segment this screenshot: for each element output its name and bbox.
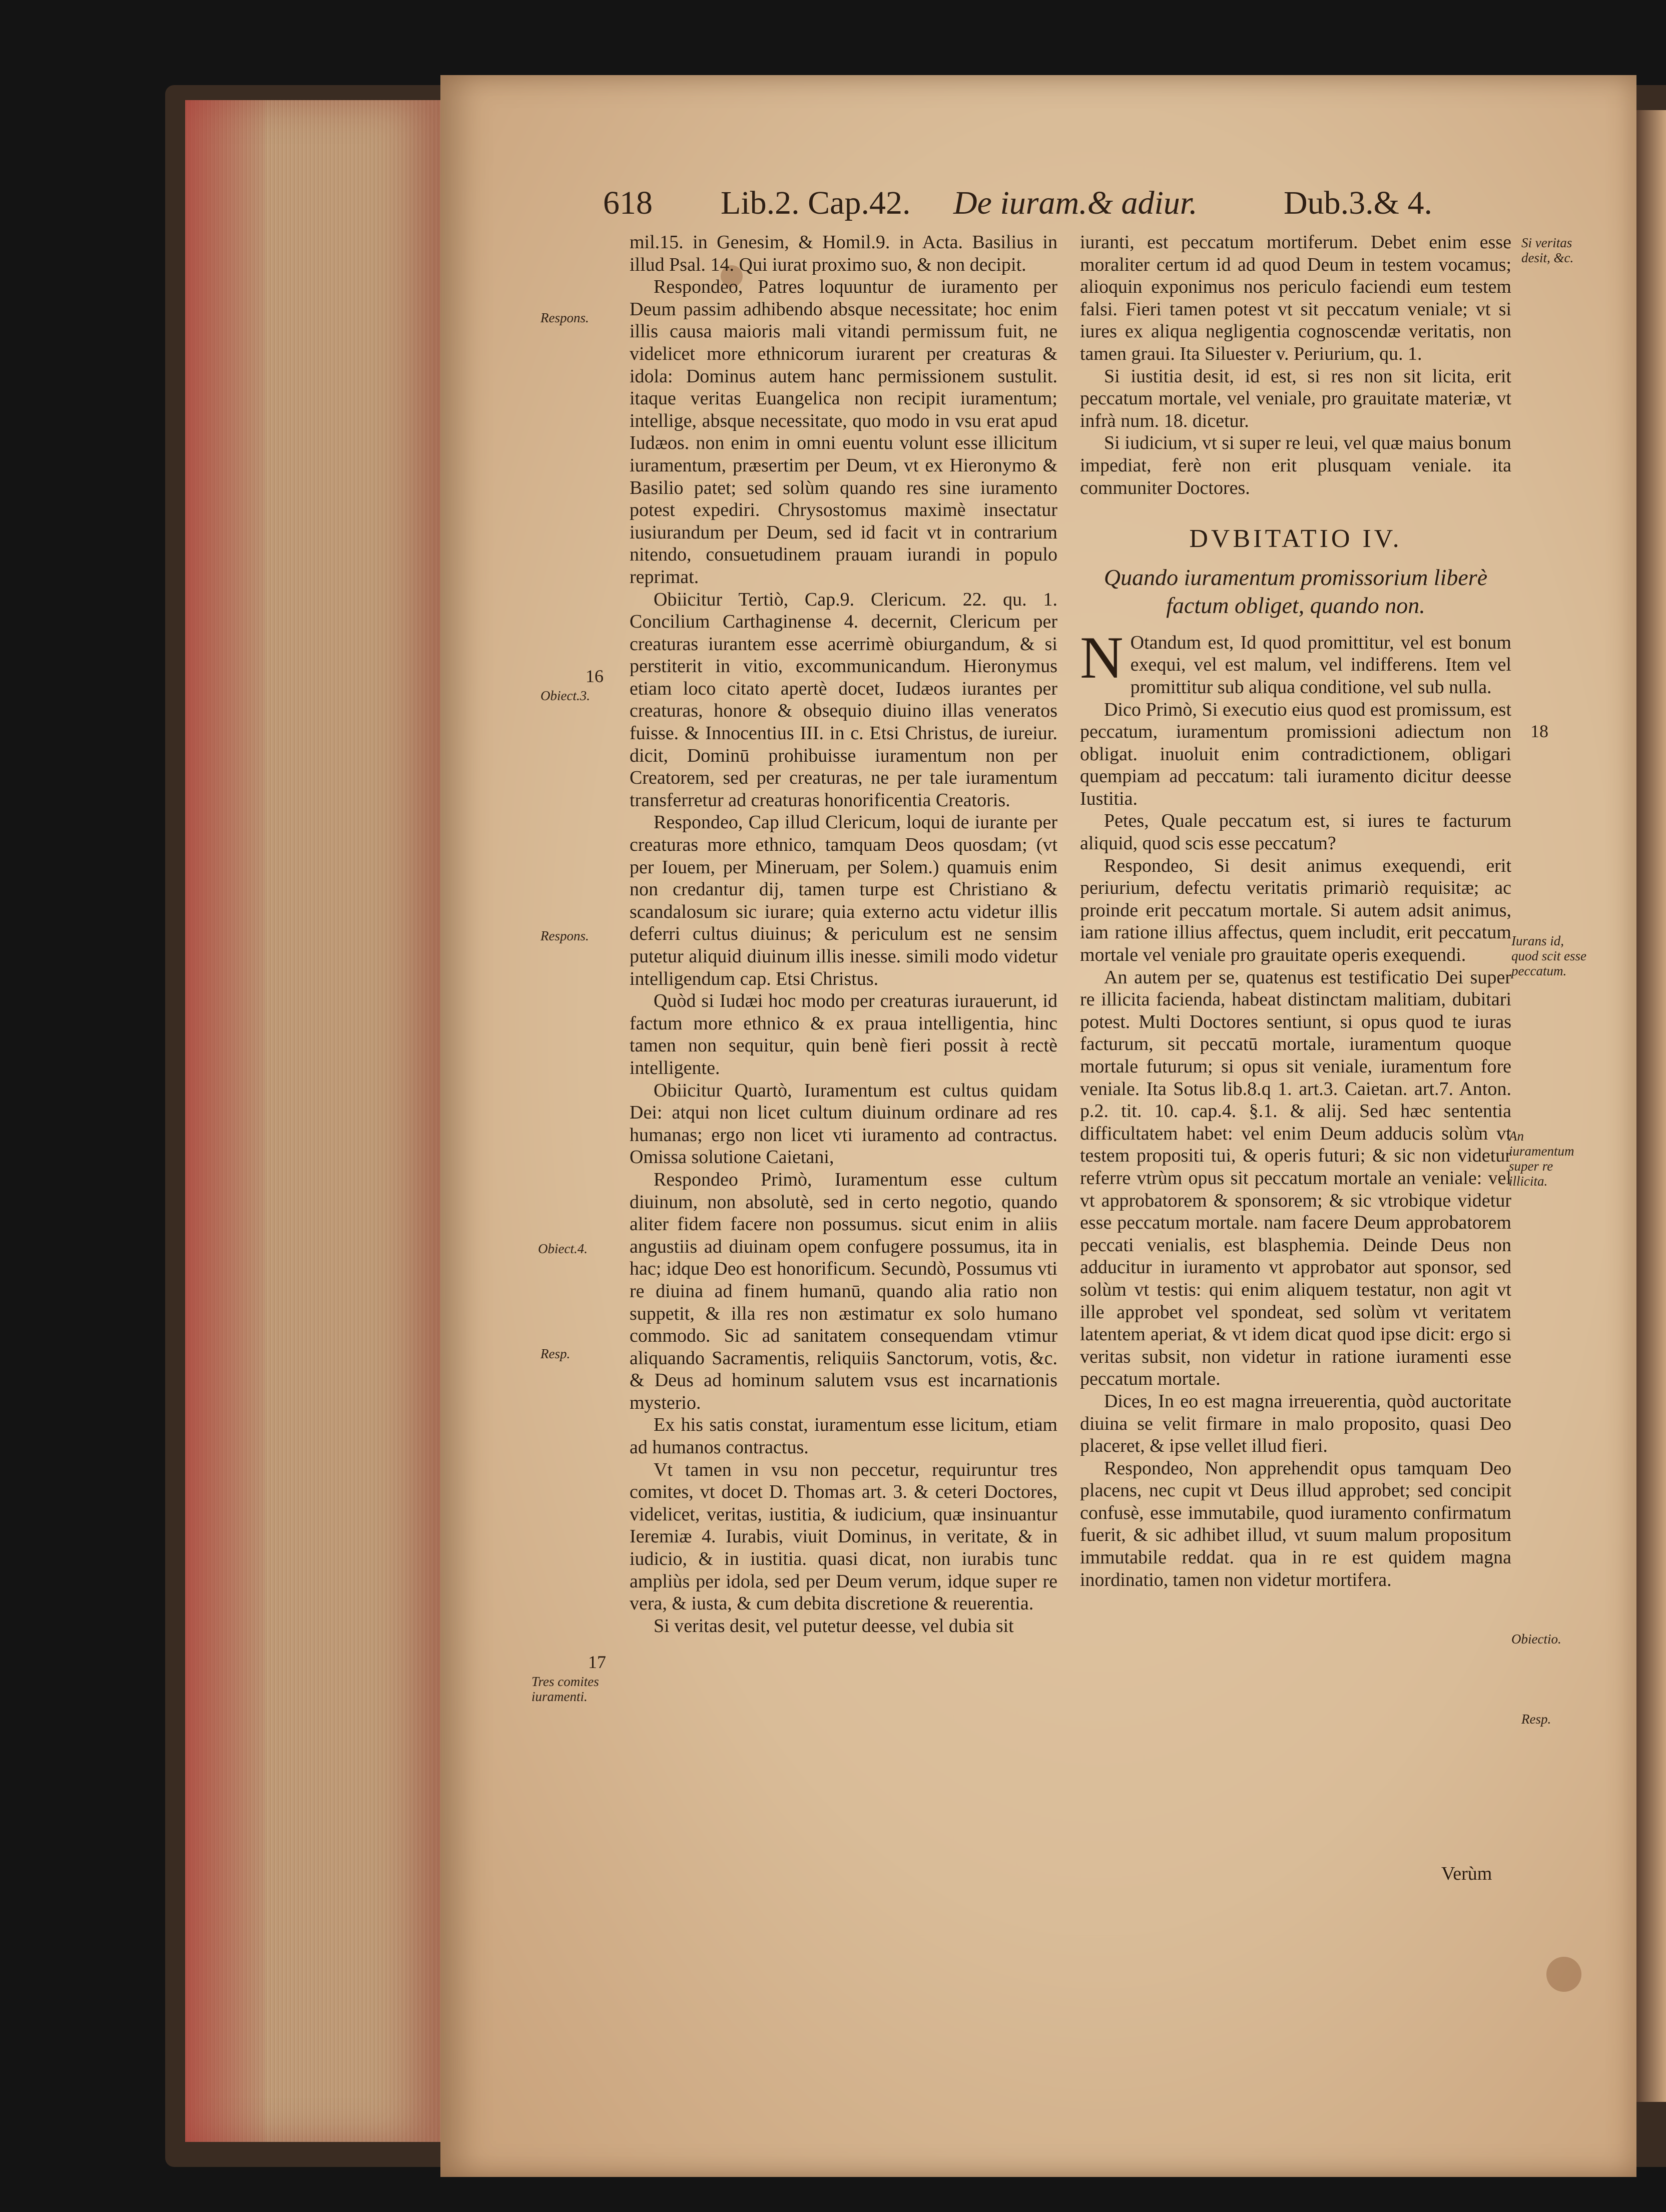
section-label: Dub.3.& 4. [1284,185,1432,221]
margin-number: 17 [588,1652,606,1672]
paragraph: Petes, Quale peccatum est, si iures te facturum aliquid, quod scis esse peccatum? [1080,810,1511,854]
paragraph: Dices, In eo est magna irreuerentia, quòd auctoritate diuina se velit firmare in malo proposito, quasi Deo placeret, & ipse vellet illud fieri. [1080,1390,1511,1457]
book-chapter: Lib.2. Cap.42. [721,185,911,221]
paragraph: iuranti, est peccatum mortiferum. Debet enim esse moraliter certum id ad quod Deum in testem vocamus; alioquin exponimus nos periculo faciendi eum testem falsi. Fieri tamen potest vt sit peccatum veniale; vt si iures ex aliqua negligentia cognoscendæ veritatis, non tamen graui. Ita Siluester v. Periurium, qu. 1. [1080,232,1511,364]
section-heading: DVBITATIO IV. [1189,524,1402,554]
paragraph: Quòd si Iudæi hoc modo per creaturas iurauerunt, id factum more ethnico & ex praua intelligentia, hinc tamen non sequitur, quin benè fieri possit à rectè intelligente. [630,990,1057,1078]
paragraph: Respondeo, Cap illud Clericum, loqui de iurante per creaturas more ethnico, tamquam Deos quosdam; (vt per Iouem, per Mineruam, per Solem.) quamuis enim non credantur dij, tamen turpe est Christiano & scandalosum sic iurare; quia externo actu videtur illis deferri cultus diuinus; & periculum est ne sensim putetur aliquid diuinum illis inesse. simili modo videtur intelligendum cap. Etsi Christus. [630,812,1057,989]
paragraph: Respondeo, Non apprehendit opus tamquam Deo placens, nec cupit vt Deus illud approbet; sed concipit confusè, esse immutabile, quod iuramento confirmatum fuerit, & sic adhibet illud, vt suum malum propositum immutabile reddat. qua in re est quidem magna inordinatio, tamen non videtur mortifera. [1080,1457,1511,1590]
paragraph: Obiicitur Tertiò, Cap.9. Clericum. 22. qu. 1. Concilium Carthaginense 4. decernit, Clericum per creaturas iurantem esse acerrimè obiurgandum, & si perstiterit in vitio, excommunicandum. Hieronymus etiam loco citato apertè docet, Iudæos iurantes per creaturas, honore & obsequio diuino illas veneratos fuisse. & Innocentius III. in c. Etsi Christus, de iureiur. dicit, Dominū prohibuisse iuramentum non per Creatorem, sed per creaturas, ne per tale iuramentum transferretur ad creaturas honorificentia Creatoris. [630,589,1057,811]
paragraph: Ex his satis constat, iuramentum esse licitum, etiam ad humanos contractus. [630,1414,1057,1458]
margin-note: Tres comites iuramenti. [531,1674,599,1704]
catchword: Verùm [1441,1863,1492,1884]
margin-note: Si veritas desit, &c. [1521,235,1574,265]
paragraph-text: Otandum est, Id quod promittitur, vel est bonum exequi, vel est malum, vel indifferens. Item vel promittitur sub aliqua conditione, vel sub nulla. [1130,632,1511,698]
margin-number: 18 [1530,721,1548,741]
paragraph: An autem per se, quatenus est testificatio Dei super re illicita facienda, habeat distinctam malitiam, dubitari potest. Multi Doctores sentiunt, si opus quod te iuras facturum, sit peccatū mortale, iuramentum quoque mortale futurum; si opus sit veniale, iuramentum fore veniale. Ita Sotus lib.8.q 1. art.3. Caietan. art.7. Anton. p.2. tit. 10. cap.4. §.1. & alij. Sed hæc sententia difficultatem habet: vel enim Deum adducis solùm vt testem propositi tui, & operis futuri; & sic non videtur referre vtrùm opus sit peccatum mortale an veniale: vel vt approbatorem & sponsorem; & sic vtrobique videtur esse peccatum mortale. nam facere Deum approbatorem peccati venialis, est blasphemia. Deinde Deus non adducitur in iuramento vt approbator aut sponsor, sed solùm vt testis: qui enim aliquem testatur, non agit vt ille approbet vel spondeat, sed solùm vt veritatem latentem aperiat, & vt idem dicat quod ipse dicit: ergo si veritas subsit, non videtur in ratione iuramenti esse peccatum mortale. [1080,966,1511,1390]
paragraph: Respondeo, Si desit animus exequendi, erit periurium, defectu veritatis primariò requisitæ; ac proinde erit peccatum mortale. Si autem adsit animus, iam ratione illius affectus, quem includit, erit peccatum mortale vel veniale pro grauitate operis exequendi. [1080,855,1511,966]
paragraph: Obiicitur Quartò, Iuramentum est cultus quidam Dei: atqui non licet cultum diuinum ordinare ad res humanas; ergo non licet vti iuramento ad contractus. Omissa solutione Caietani, [630,1079,1057,1168]
margin-note: Obiect.4. [538,1241,588,1256]
running-head [603,184,1444,229]
paragraph: Respondeo, Patres loquuntur de iuramento per Deum passim adhibendo absque necessitate; hoc enim illis causa maioris mali vitandi permissum fuit, ne videlicet more ethnicorum iurarent per creaturas & idola: Dominus autem hanc permissionem sustulit. itaque veritas Euangelica non recipit iuramentum; intellige, absque necessitate, quo modo in vsu erat apud Iudæos. non enim in omni euentu volunt esse illicitum iuramentum, præsertim per Deum, vt ex Hieronymo & Basilio patet; sed solùm quando res sine iuramento potest expediri. Chrysostomus maximè insectatur iusiurandum per Deum, sed id facit vt in contrarium nitendo, consuetudinem prauam iurandi in populo reprimat. [630,276,1057,588]
left-column [630,231,1057,1637]
page-number: 618 [603,185,653,221]
margin-note: Iurans id, quod scit esse peccatum. [1511,933,1586,978]
margin-note: Respons. [540,928,589,943]
paragraph: Si iudicium, vt si super re leui, vel quæ maius bonum impediat, ferè non erit plusquam veniale. ita communiter Doctores. [1080,432,1511,498]
margin-note: Respons. [540,310,589,325]
margin-note: Resp. [540,1346,571,1361]
chapter-title: De iuram.& adiur. [953,185,1198,221]
paragraph: Dico Primò, Si executio eius quod est promissum, est peccatum, iuramentum promissioni adiectum non obligat. inuoluit enim contradictionem, obligari quempiam ad peccatum: tali iuramento dicitur deesse Iustitia. [1080,699,1511,809]
paper-stain [1546,1957,1581,1992]
section-subtitle: Quando iuramentum promissorium liberè factum obliget, quando non. [1103,564,1488,618]
margin-number: 16 [586,666,604,686]
page-edges [185,100,445,2142]
paragraph: Si iustitia desit, id est, si res non sit licita, erit peccatum mortale, vel veniale, pro grauitate materiæ, vt infrà num. 18. dicetur. [1080,365,1511,431]
drop-capital: N [1080,624,1124,691]
facing-page-edge [1636,110,1666,2102]
paragraph [1080,624,1511,699]
right-column [1080,231,1511,1591]
margin-note: An iuramentum super re illicita. [1509,1129,1574,1189]
paragraph: Respondeo Primò, Iuramentum esse cultum diuinum, non absolutè, sed in certo negotio, quando aliter fidem facere non possumus. sicut enim in aliis angustiis ad diuinam opem confugere possumus, ita in hac; idque Deo est honorificum. Secundò, Possumus vti re diuina ad finem humanū, quando alia ratio non suppetit, & illa res non æstimatur ex solo humano commodo. Sic ad sanitatem consequendam vtimur aliquando Sacramentis, reliquiis Sanctorum, votis, &c. & Deus ad hominum salutem vsus est incarnationis mysterio. [630,1169,1057,1413]
paragraph: mil.15. in Genesim, & Homil.9. in Acta. Basilius in illud Psal. 14. Qui iurat proximo suo, & non decipit. [630,232,1057,275]
margin-note: Obiect.3. [540,688,590,703]
margin-note: Resp. [1521,1712,1551,1727]
margin-note: Obiectio. [1511,1631,1561,1646]
paragraph: Vt tamen in vsu non peccetur, requiruntur tres comites, vt docet D. Thomas art. 3. & ceteri Doctores, videlicet, veritas, iustitia, & iudicium, quæ insinuantur Ieremiæ 4. Iurabis, viuit Dominus, in veritate, & in iudicio, & in iustitia. quasi dicat, non iurabis tunc ampliùs per idola, sed per Deum verum, idque super re vera, & iusta, & cum debita discretione & reuerentia. [630,1459,1057,1614]
paragraph: Si veritas desit, vel putetur deesse, vel dubia sit [654,1615,1014,1636]
